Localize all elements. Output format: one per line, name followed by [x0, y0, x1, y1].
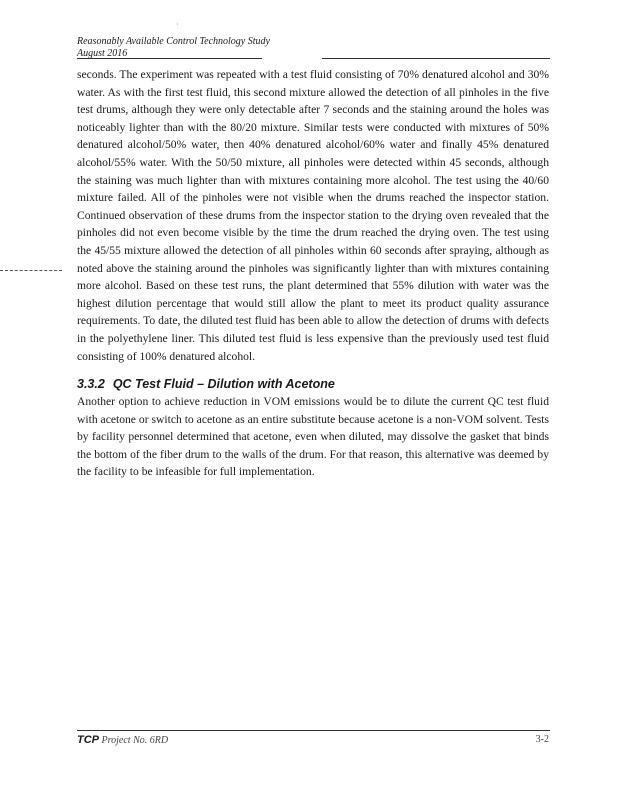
header-rule-gap: [262, 56, 322, 61]
page-number: 3-2: [535, 734, 549, 745]
footer-left: [77, 734, 168, 746]
body-paragraph-2: Another option to achieve reduction in VOM emissions would be to dilute the current QC test fluid with acetone or switch to acetone as an entire substitute because acetone is a non-VOM solvent. Tests by facility personnel determined that acetone, even when diluted, may dissolve the gasket that binds the bottom of the fiber drum to the walls of the drum. For that reason, this alternative was deemed by the facility to be infeasible for full implementation.: [77, 395, 549, 479]
footer-project-number: Project No. 6RD: [101, 735, 169, 746]
section-number: 3.3.2: [77, 377, 105, 392]
section-heading: [77, 376, 549, 393]
stray-mark: ·: [176, 20, 179, 29]
footer-rule: [77, 730, 550, 731]
header-date: August 2016: [77, 48, 128, 59]
section-title: QC Test Fluid – Dilution with Acetone: [112, 377, 335, 392]
body-paragraph-1: seconds. The experiment was repeated with a test fluid consisting of 70% denatured alcohol and 30% water. As with the first test fluid, this second mixture allowed the detection of all pinholes in the five test drums, although they were only detectable after 7 seconds and the staining around the holes was noticeably lighter than with the 80/20 mixture. Similar tests were conducted with mixtures of 50% denatured alcohol/50% water, then 40% denatured alcohol/60% water and finally 45% denatured alcohol/55% water. With the 50/50 mixture, all pinholes were detected within 45 seconds, although the staining was much lighter than with mixtures containing more alcohol. The test using the 40/60 mixture failed. All of the pinholes were not visible when the drums reached the inspector station. Continued observation of these drums from the inspector station to the drying oven revealed that the pinholes did not even become visible by the time the drum reached the drying oven. The test using the 45/55 mixture allowed the detection of all pinholes within 60 seconds after spraying, although as noted above the staining around the pinholes was significantly lighter than with mixtures containing more alcohol. Based on these test runs, the plant determined that 55% dilution with water was the highest dilution percentage that would still allow the plant to meet its product quality assurance requirements. To date, the diluted test fluid has been able to allow the detection of drums with defects in the polyethylene liner. This diluted test fluid is less expensive than the previously used test fluid consisting of 100% denatured alcohol.: [77, 68, 549, 363]
footer-brand: TCP: [77, 734, 99, 746]
page-body: [77, 66, 549, 481]
header-title: Reasonably Available Control Technology Study: [77, 36, 270, 47]
margin-revision-mark: [0, 270, 62, 271]
